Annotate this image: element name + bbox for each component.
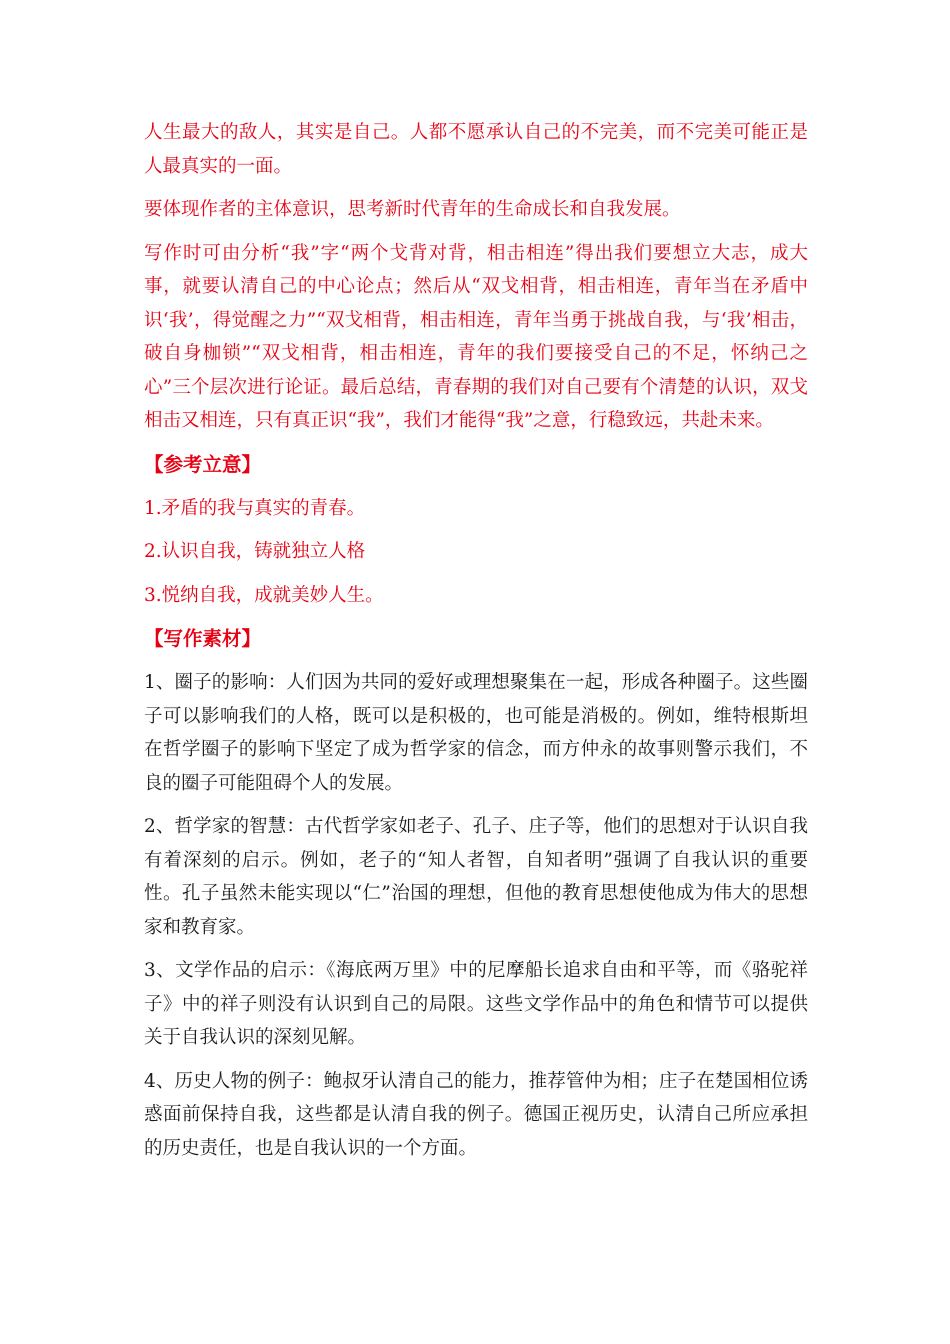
material-item-1: 1、圈子的影响：人们因为共同的爱好或理想聚集在一起，形成各种圈子。这些圈子可以影响我们的人格，既可以是积极的，也可能是消极的。例如，维特根斯坦在哲学圈子的影响下坚定了成为哲学家的信念，而方仲永的故事则警示我们，不良的圈子可能阻碍个人的发展。	[144, 672, 808, 794]
reference-item-3: 3.悦纳自我，成就美妙人生。	[144, 584, 384, 606]
materials-heading: 【写作素材】	[144, 627, 262, 650]
material-item-3: 3、文学作品的启示：《海底两万里》中的尼摩船长追求自由和平等，而《骆驼祥子》中的祥子则没有认识到自己的局限。这些文学作品中的角色和情节可以提供关于自我认识的深刻见解。	[144, 960, 808, 1048]
reference-item-1: 1.矛盾的我与真实的青春。	[144, 497, 366, 519]
material-item-4: 4、历史人物的例子：鲍叔牙认清自己的能力，推荐管仲为相；庄子在楚国相位诱惑面前保持自我，这些都是认清自我的例子。德国正视历史，认清自己所应承担的历史责任，也是自我认识的一个方面。	[144, 1070, 808, 1159]
material-item-2: 2、哲学家的智慧：古代哲学家如老子、孔子、庄子等，他们的思想对于认识自我有着深刻的启示。例如，老子的“知人者智，自知者明”强调了自我认识的重要性。孔子虽然未能实现以“仁”治国的理想，但他的教育思想使他成为伟大的思想家和教育家。	[144, 816, 808, 938]
intro-paragraph-2: 要体现作者的主体意识，思考新时代青年的生命成长和自我发展。	[144, 199, 681, 220]
intro-paragraph-3: 写作时可由分析“我”字“两个戈背对背，相击相连”得出我们要想立大志，成大事，就要认清自己的中心论点；然后从“双戈相背，相击相连，青年当在矛盾中识‘我’，得觉醒之力”“双戈相背，相击相连，青年当勇于挑战自我，与‘我’相击，破自身枷锁”“双戈相背，相击相连，青年的我们要接受自己的不足，怀纳己之心”三个层次进行论证。最后总结，青春期的我们对自己要有个清楚的认识，双戈相击又相连，只有真正识“我”，我们才能得“我”之意，行稳致远，共赴未来。	[144, 242, 808, 431]
intro-paragraph-1: 人生最大的敌人，其实是自己。人都不愿承认自己的不完美，而不完美可能正是人最真实的一面。	[144, 122, 808, 177]
reference-item-2: 2.认识自我，铸就独立人格	[144, 541, 366, 562]
reference-heading: 【参考立意】	[144, 452, 262, 476]
document-page	[144, 116, 808, 1175]
